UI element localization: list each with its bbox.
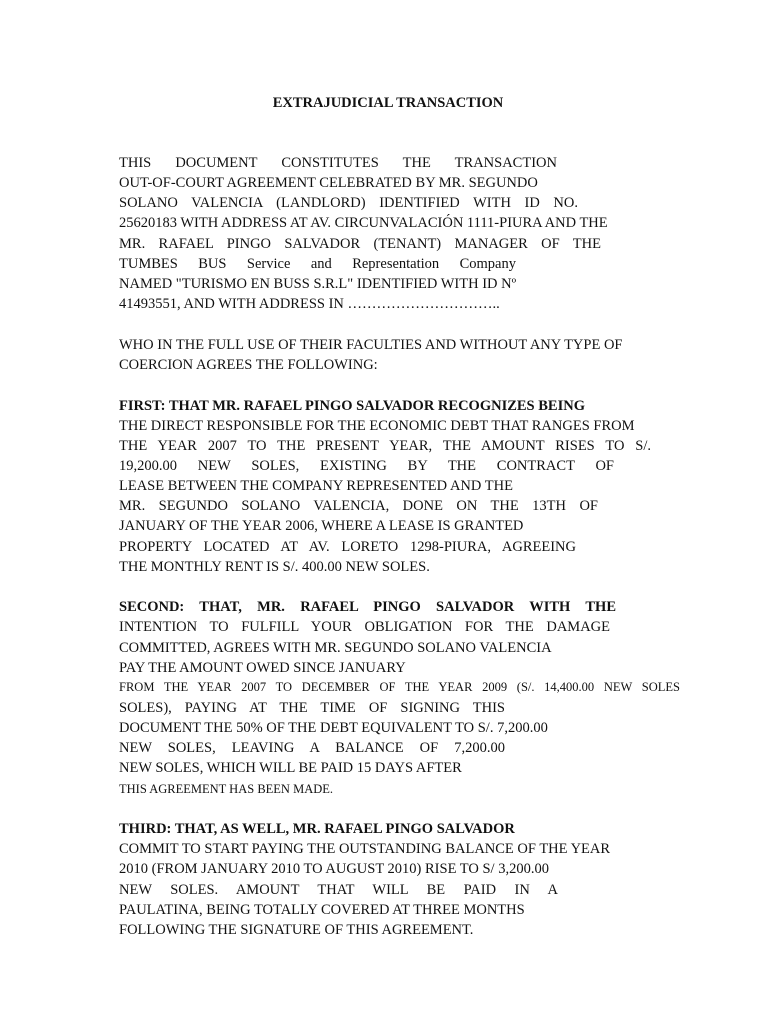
clause-second-line: INTENTION TO FULFILL YOUR OBLIGATION FOR THE DAMAGE — [119, 619, 610, 635]
clause-third-line: PAULATINA, BEING TOTALLY COVERED AT THREE MONTHS — [119, 902, 525, 918]
intro-line: 25620183 WITH ADDRESS AT AV. CIRCUNVALACIÓN 1111-PIURA AND THE — [119, 215, 608, 231]
clause-first-line: MR. SEGUNDO SOLANO VALENCIA, DONE ON THE 13TH OF — [119, 498, 598, 514]
clause-second-heading: SECOND: THAT, MR. RAFAEL PINGO SALVADOR WITH THE — [119, 599, 616, 615]
clause-third-line: 2010 (FROM JANUARY 2010 TO AUGUST 2010) RISE TO S/ 3,200.00 — [119, 861, 549, 877]
clause-second-line: COMMITTED, AGREES WITH MR. SEGUNDO SOLANO VALENCIA — [119, 640, 552, 656]
intro-line: SOLANO VALENCIA (LANDLORD) IDENTIFIED WITH ID NO. — [119, 195, 578, 211]
clause-second-line: PAY THE AMOUNT OWED SINCE JANUARY — [119, 660, 406, 676]
agreement-line: COERCION AGREES THE FOLLOWING: — [119, 357, 378, 373]
clause-first-line: LEASE BETWEEN THE COMPANY REPRESENTED AND THE — [119, 478, 513, 494]
intro-line: 41493551, AND WITH ADDRESS IN ………………………….. — [119, 296, 500, 312]
clause-first-line: JANUARY OF THE YEAR 2006, WHERE A LEASE IS GRANTED — [119, 518, 524, 534]
clause-third-line: COMMIT TO START PAYING THE OUTSTANDING BALANCE OF THE YEAR — [119, 841, 611, 857]
clause-second-line: NEW SOLES, WHICH WILL BE PAID 15 DAYS AFTER — [119, 760, 462, 776]
clause-third-line: FOLLOWING THE SIGNATURE OF THIS AGREEMENT. — [119, 922, 474, 938]
clause-first-line: 19,200.00 NEW SOLES, EXISTING BY THE CONTRACT OF — [119, 458, 614, 474]
clause-second-line: SOLES), PAYING AT THE TIME OF SIGNING THIS — [119, 700, 505, 716]
intro-line: THIS DOCUMENT CONSTITUTES THE TRANSACTION — [119, 155, 557, 171]
intro-line: TUMBES BUS Service and Representation Company — [119, 256, 516, 272]
document-title: EXTRAJUDICIAL TRANSACTION — [272, 95, 504, 111]
intro-line: NAMED "TURISMO EN BUSS S.R.L" IDENTIFIED WITH ID Nº — [119, 276, 517, 292]
clause-first-line: THE YEAR 2007 TO THE PRESENT YEAR, THE AMOUNT RISES TO S/. — [119, 438, 651, 454]
intro-line: OUT-OF-COURT AGREEMENT CELEBRATED BY MR. SEGUNDO — [119, 175, 538, 191]
clause-second-line: NEW SOLES, LEAVING A BALANCE OF 7,200.00 — [119, 740, 505, 756]
clause-second-line: THIS AGREEMENT HAS BEEN MADE. — [119, 782, 334, 796]
clause-first-line: THE MONTHLY RENT IS S/. 400.00 NEW SOLES. — [119, 559, 430, 575]
intro-line: MR. RAFAEL PINGO SALVADOR (TENANT) MANAGER OF THE — [119, 236, 601, 252]
clause-third-heading: THIRD: THAT, AS WELL, MR. RAFAEL PINGO SALVADOR — [119, 821, 515, 837]
clause-second-line: FROM THE YEAR 2007 TO DECEMBER OF THE YEAR 2009 (S/. 14,400.00 NEW SOLES — [119, 680, 680, 694]
clause-third-line: NEW SOLES. AMOUNT THAT WILL BE PAID IN A — [119, 882, 558, 898]
clause-second-line: DOCUMENT THE 50% OF THE DEBT EQUIVALENT TO S/. 7,200.00 — [119, 720, 548, 736]
clause-first-line: THE DIRECT RESPONSIBLE FOR THE ECONOMIC DEBT THAT RANGES FROM — [119, 418, 635, 434]
agreement-line: WHO IN THE FULL USE OF THEIR FACULTIES AND WITHOUT ANY TYPE OF — [119, 337, 623, 353]
clause-first-heading: FIRST: THAT MR. RAFAEL PINGO SALVADOR RECOGNIZES BEING — [119, 398, 585, 414]
clause-first-line: PROPERTY LOCATED AT AV. LORETO 1298-PIURA, AGREEING — [119, 539, 576, 555]
